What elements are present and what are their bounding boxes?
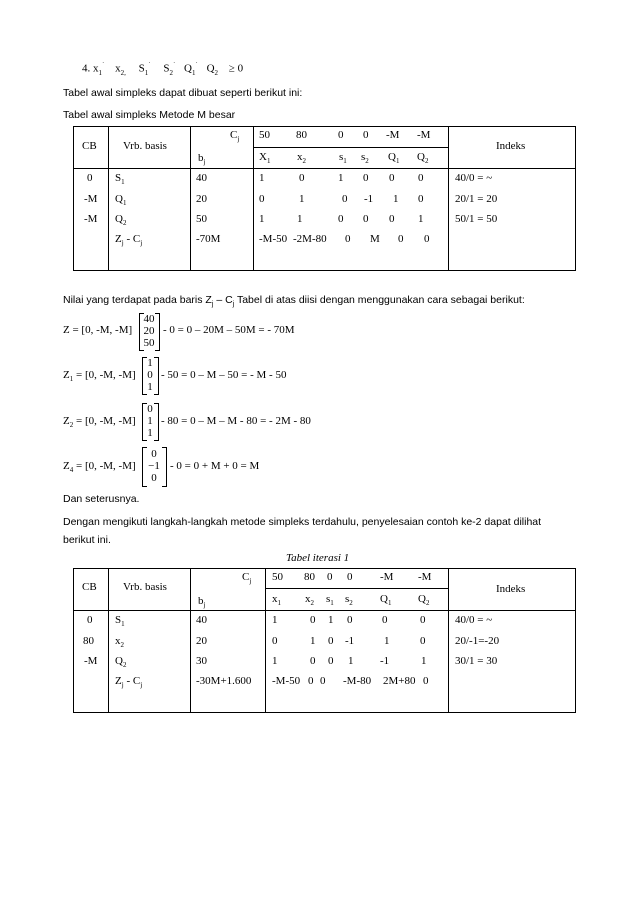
table-row-vrb: $S_1$ xyxy=(115,614,125,629)
table-row-bj: 40 xyxy=(196,614,207,626)
explain-line: Nilai yang terdapat pada baris $Z_j - C_j$ Tabel di atas diisi dengan menggunakan cara sebagai berikut: xyxy=(63,294,525,309)
var-header: $s_2$ xyxy=(345,593,353,608)
coef: 0 xyxy=(389,213,395,225)
coef: 0 xyxy=(423,675,429,687)
paragraph-line-1: Dengan mengikuti langkah-langkah metode simpleks terdahulu, penyelesaian contoh ke-2 dapat dilihat xyxy=(63,516,542,528)
coef: 1 xyxy=(259,213,265,225)
coef: 1 xyxy=(328,614,334,626)
coef: -M-50 xyxy=(259,233,288,245)
cj-value: -M xyxy=(380,571,394,583)
coef: 0 xyxy=(259,193,265,205)
cj-value: 50 xyxy=(272,571,283,583)
header-vrb-basis: Vrb. basis xyxy=(123,581,167,593)
table-zrow-label: $Z_j - C_j$ xyxy=(115,675,143,690)
coef: 1 xyxy=(272,614,278,626)
coef: 1 xyxy=(348,655,354,667)
table-row-bj: 20 xyxy=(196,635,207,647)
coef: 0 xyxy=(345,233,351,245)
cj-value: 0 xyxy=(347,571,353,583)
table-row-indeks: 20/-1=-20 xyxy=(455,635,500,647)
coef: 0 xyxy=(299,172,305,184)
cj-value: 0 xyxy=(338,129,344,141)
coef: 0 xyxy=(308,675,314,687)
intro-line-2: Tabel awal simpleks Metode M besar xyxy=(63,109,236,121)
intro-line-1: Tabel awal simpleks dapat dibuat seperti berikut ini: xyxy=(63,87,303,99)
coef: 0 xyxy=(363,172,369,184)
coef: 1 xyxy=(393,193,399,205)
table-row-indeks: 40/0 = ~ xyxy=(455,614,493,626)
header-cb: CB xyxy=(82,140,97,152)
coef: -M-80 xyxy=(343,675,372,687)
vector-entry: 1 xyxy=(147,427,153,439)
table-row-vrb: $Q_1$ xyxy=(115,193,127,208)
coef: 1 xyxy=(338,172,344,184)
var-header: $Q_1$ xyxy=(380,593,392,608)
coef: M xyxy=(370,233,380,245)
var-header: $Q_2$ xyxy=(417,151,429,166)
coef: 1 xyxy=(297,213,303,225)
coef: 0 xyxy=(310,614,316,626)
coef: 0 xyxy=(418,193,424,205)
vector-entry: 1 xyxy=(147,357,153,369)
coef: 1 xyxy=(299,193,305,205)
table-row-bj: 50 xyxy=(196,213,207,225)
coef: 1 xyxy=(259,172,265,184)
paragraph-line-2: berikut ini. xyxy=(63,534,111,546)
header-cj: $C_j$ xyxy=(230,129,240,144)
table-row-indeks: 20/1 = 20 xyxy=(455,193,498,205)
header-indeks: Indeks xyxy=(496,140,526,152)
var-header: $Q_2$ xyxy=(418,593,430,608)
coef: 1 xyxy=(418,213,424,225)
header-bj: $b_j$ xyxy=(198,595,206,610)
coef: 0 xyxy=(347,614,353,626)
coef: 0 xyxy=(328,655,334,667)
vector-entry: 0 xyxy=(147,369,153,381)
cj-value: 0 xyxy=(327,571,333,583)
equation-rhs: - 0 = 0 + M + 0 = M xyxy=(170,460,260,472)
table-zrow-bj: -30M+1.600 xyxy=(196,675,252,687)
table-row-indeks: 40/0 = ~ xyxy=(455,172,493,184)
coef: 0 xyxy=(424,233,430,245)
equation-rhs: - 0 = 0 – 20M – 50M = - 70M xyxy=(163,324,295,336)
coef: 0 xyxy=(363,213,369,225)
table-row-cb: 0 xyxy=(87,614,93,626)
etc-text: Dan seterusnya. xyxy=(63,493,140,505)
coef: -1 xyxy=(364,193,374,205)
header-bj: $b_j$ xyxy=(198,152,206,167)
coef: 1 xyxy=(272,655,278,667)
var-header: $s_1$ xyxy=(326,593,334,608)
coef: -2M-80 xyxy=(293,233,327,245)
table-row-cb: -M xyxy=(84,193,98,205)
coef: -1 xyxy=(380,655,390,667)
var-header: $x_2$ xyxy=(305,593,314,608)
coef: 0 xyxy=(342,193,348,205)
equation-lhs: $Z_4 = [0$, -M, -M] xyxy=(63,460,136,475)
vector-entry: 50 xyxy=(143,337,155,349)
equation-rhs: - 50 = 0 – M – 50 = - M - 50 xyxy=(161,369,287,381)
table-row-bj: 30 xyxy=(196,655,207,667)
cj-value: 80 xyxy=(304,571,315,583)
cj-value: 80 xyxy=(296,129,307,141)
coef: 0 xyxy=(310,655,316,667)
table-row-indeks: 30/1 = 30 xyxy=(455,655,498,667)
coef: 0 xyxy=(272,635,278,647)
var-header: $Q_1$ xyxy=(388,151,400,166)
vector-entry: 40 xyxy=(143,313,155,325)
cj-value: -M xyxy=(417,129,431,141)
cj-value: -M xyxy=(418,571,432,583)
coef: 0 xyxy=(382,614,388,626)
equation-lhs: $Z_1 = [0$, -M, -M] xyxy=(63,369,136,384)
table-row-cb: -M xyxy=(84,213,98,225)
table-row-cb: -M xyxy=(84,655,98,667)
cj-value: 0 xyxy=(363,129,369,141)
coef: 0 xyxy=(420,614,426,626)
coef: 0 xyxy=(328,635,334,647)
coef: 1 xyxy=(421,655,427,667)
var-header: $x_2$ xyxy=(297,151,306,166)
vector-entry: 0 xyxy=(151,472,157,484)
table-row-vrb: $x_2$ xyxy=(115,635,124,650)
header-cb: CB xyxy=(82,581,97,593)
coef: 1 xyxy=(384,635,390,647)
coef: 0 xyxy=(418,172,424,184)
vector-entry: −1 xyxy=(148,460,160,472)
coef: 2M+80 xyxy=(383,675,416,687)
vector-entry: 1 xyxy=(147,381,153,393)
coef: 1 xyxy=(310,635,316,647)
table-iterasi-caption: Tabel iterasi 1 xyxy=(286,552,350,564)
table-row-vrb: $Q_2$ xyxy=(115,213,127,228)
nonneg-constraint: 4. $x_1^˙$ $x_{2,}$ $S_1^˙$ $S_2^˙$ $Q_1^˙$ $Q_2 \ge 0$ xyxy=(82,61,244,77)
vector-entry: 1 xyxy=(147,415,153,427)
table-zrow-bj: -70M xyxy=(196,233,221,245)
table-row-vrb: $S_1$ xyxy=(115,172,125,187)
header-cj: $C_j$ xyxy=(242,571,252,586)
cj-value: -M xyxy=(386,129,400,141)
table-row-bj: 20 xyxy=(196,193,207,205)
table-row-cb: 80 xyxy=(83,635,94,647)
vector-entry: 0 xyxy=(147,403,153,415)
coef: 0 xyxy=(320,675,326,687)
table-row-vrb: $Q_2$ xyxy=(115,655,127,670)
coef: -1 xyxy=(345,635,355,647)
header-vrb-basis: Vrb. basis xyxy=(123,140,167,152)
table-row-indeks: 50/1 = 50 xyxy=(455,213,498,225)
table-row-bj: 40 xyxy=(196,172,207,184)
vector-entry: 20 xyxy=(143,325,155,337)
equation-rhs: - 80 = 0 – M – M - 80 = - 2M - 80 xyxy=(161,415,311,427)
coef: 0 xyxy=(338,213,344,225)
equation-lhs: Z = [0, -M, -M] xyxy=(63,324,133,336)
vector-entry: 0 xyxy=(151,448,157,460)
table-zrow-label: $Z_j - C_j$ xyxy=(115,233,143,248)
var-header: $s_1$ xyxy=(339,151,347,166)
equation-lhs: $Z_2 = [0$, -M, -M] xyxy=(63,415,136,430)
coef: 0 xyxy=(389,172,395,184)
var-header: $x_1$ xyxy=(272,593,281,608)
var-header: $s_2$ xyxy=(361,151,369,166)
header-indeks: Indeks xyxy=(496,583,526,595)
cj-value: 50 xyxy=(259,129,270,141)
coef: -M-50 xyxy=(272,675,301,687)
coef: 0 xyxy=(398,233,404,245)
table-row-cb: 0 xyxy=(87,172,93,184)
var-header: $X_1$ xyxy=(259,151,271,166)
coef: 0 xyxy=(420,635,426,647)
